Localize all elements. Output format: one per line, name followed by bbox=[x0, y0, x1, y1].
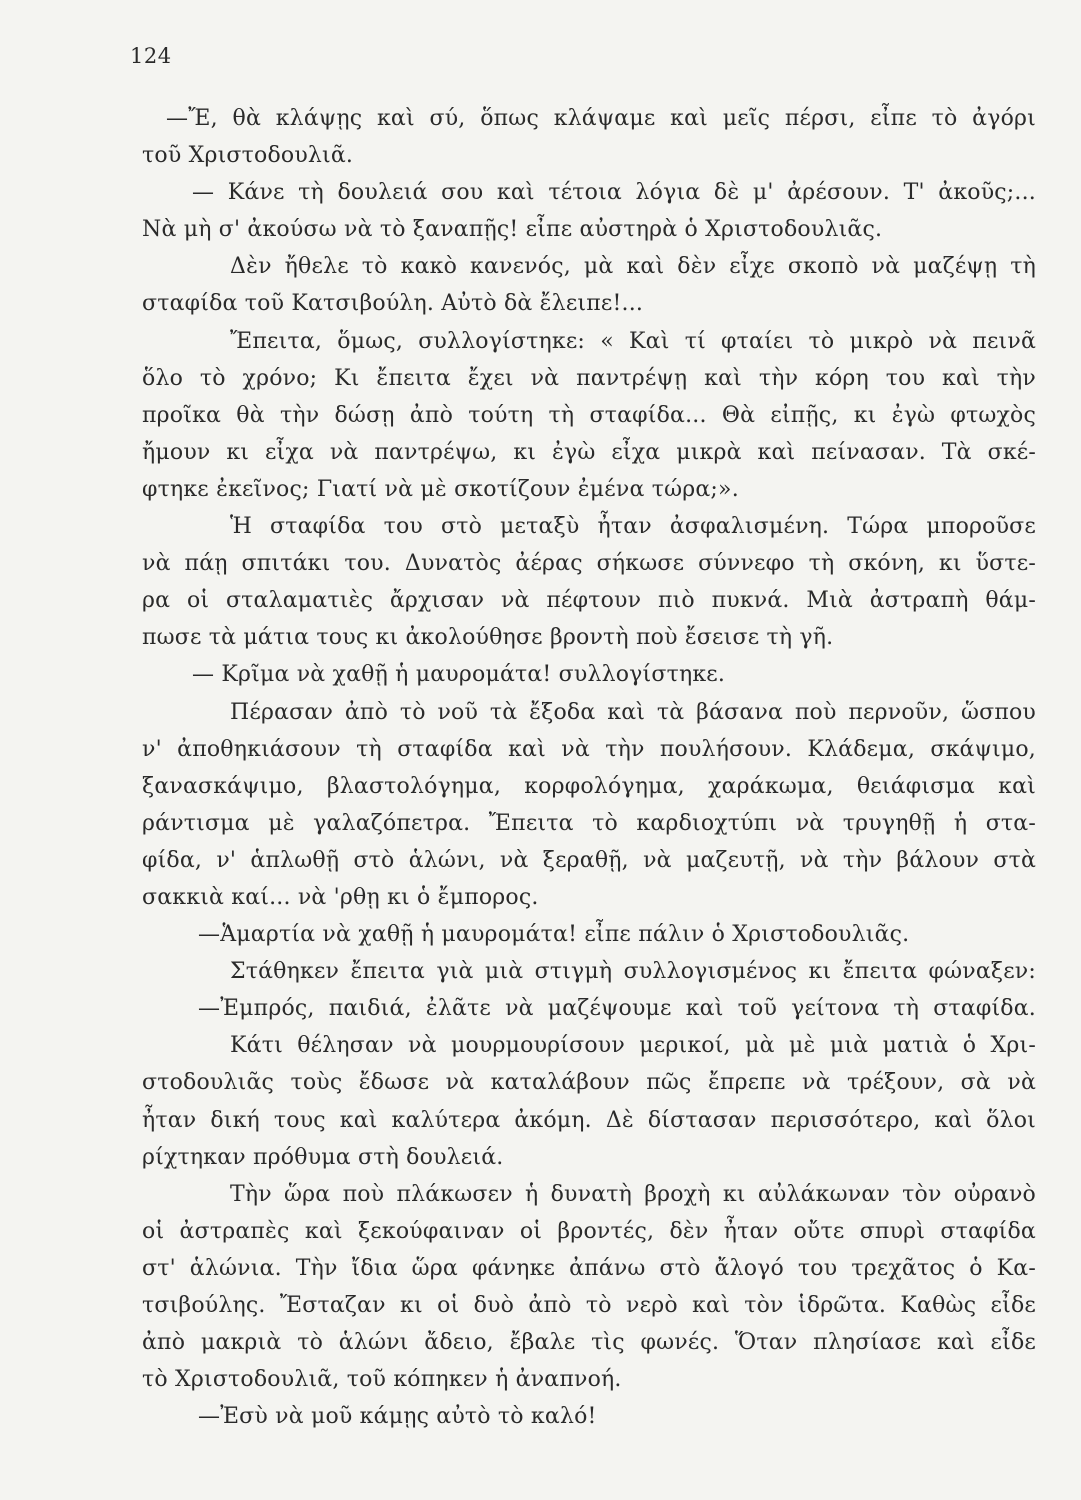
body-text bbox=[142, 100, 1036, 1435]
text-line: ρα οἱ σταλαματιὲς ἄρχισαν νὰ πέφτουν πιὸ πυκνά. Μιὰ ἀστραπὴ θάμ- bbox=[142, 588, 1036, 614]
text-line: στοδουλιᾶς τοὺς ἔδωσε νὰ καταλάβουν πῶς ἔπρεπε νὰ τρέξουν, σὰ νὰ bbox=[142, 1070, 1036, 1096]
text-line: —Ἁμαρτία νὰ χαθῇ ἡ μαυρομάτα! εἶπε πάλιν ὁ Χριστοδουλιᾶς. bbox=[198, 922, 910, 948]
text-line: τσιβούλης. Ἔσταζαν κι οἱ δυὸ ἀπὸ τὸ νερὸ καὶ τὸν ἱδρῶτα. Καθὼς εἶδε bbox=[142, 1293, 1036, 1318]
text-line: ἦταν δική τους καὶ καλύτερα ἀκόμη. Δὲ δίστασαν περισσότερο, καὶ ὅλοι bbox=[142, 1107, 1036, 1133]
text-line: — Κρῖμα νὰ χαθῇ ἡ μαυρομάτα! συλλογίστηκε. bbox=[192, 662, 726, 688]
text-line: οἱ ἀστραπὲς καὶ ξεκούφαιναν οἱ βροντές, δὲν ἦταν οὔτε σπυρὶ σταφίδα bbox=[142, 1218, 1036, 1244]
text-line: —Ἐμπρός, παιδιά, ἐλᾶτε νὰ μαζέψουμε καὶ τοῦ γείτονα τὴ σταφίδα. bbox=[198, 996, 1036, 1022]
text-line: σταφίδα τοῦ Κατσιβούλη. Αὐτὸ δὰ ἔλειπε!... bbox=[142, 291, 644, 317]
text-line: ν' ἀποθηκιάσουν τὴ σταφίδα καὶ νὰ τὴν πουλήσουν. Κλάδεμα, σκάψιμο, bbox=[142, 736, 1036, 762]
text-line: πωσε τὰ μάτια τους κι ἀκολούθησε βροντὴ ποὺ ἔσεισε τὴ γῆ. bbox=[142, 625, 834, 651]
text-line: Ἡ σταφίδα του στὸ μεταξὺ ἦταν ἀσφαλισμένη. Τώρα μποροῦσε bbox=[230, 514, 1036, 540]
text-line: Τὴν ὥρα ποὺ πλάκωσεν ἡ δυνατὴ βροχὴ κι αὐλάκωναν τὸν οὐρανὸ bbox=[230, 1181, 1036, 1207]
text-line: ἤμουν κι εἶχα νὰ παντρέψω, κι ἐγὼ εἶχα μικρὰ καὶ πείνασαν. Τὰ σκέ- bbox=[142, 439, 1036, 465]
text-line: — Κάνε τὴ δουλειά σου καὶ τέτοια λόγια δὲ μ' ἀρέσουν. Τ' ἀκοῦς;... bbox=[192, 180, 1036, 206]
text-line: —Ἐσὺ νὰ μοῦ κάμῃς αὐτὸ τὸ καλό! bbox=[198, 1404, 597, 1430]
text-line: Στάθηκεν ἔπειτα γιὰ μιὰ στιγμὴ συλλογισμένος κι ἔπειτα φώναξεν: bbox=[230, 959, 1036, 985]
text-line: τὸ Χριστοδουλιᾶ, τοῦ κόπηκεν ἡ ἀναπνοή. bbox=[142, 1367, 622, 1393]
text-line: ρίχτηκαν πρόθυμα στὴ δουλειά. bbox=[142, 1144, 504, 1170]
text-line: τοῦ Χριστοδουλιᾶ. bbox=[142, 143, 354, 169]
text-line: ὅλο τὸ χρόνο; Κι ἔπειτα ἔχει νὰ παντρέψῃ καὶ τὴν κόρη του καὶ τὴν bbox=[142, 365, 1036, 391]
text-line: σακκιὰ καί... νὰ 'ρθῃ κι ὁ ἔμπορος. bbox=[142, 884, 539, 910]
text-line: —Ἔ, θὰ κλάψῃς καὶ σύ, ὅπως κλάψαμε καὶ μεῖς πέρσι, εἶπε τὸ ἀγόρι bbox=[166, 106, 1036, 131]
text-line: Νὰ μὴ σ' ἀκούσω νὰ τὸ ξαναπῇς! εἶπε αὐστηρὰ ὁ Χριστοδουλιᾶς. bbox=[142, 217, 883, 243]
text-line: ράντισμα μὲ γαλαζόπετρα. Ἔπειτα τὸ καρδιοχτύπι νὰ τρυγηθῇ ἡ στα- bbox=[142, 810, 1036, 836]
text-line: ξανασκάψιμο, βλαστολόγημα, κορφολόγημα, χαράκωμα, θειάφισμα καὶ bbox=[142, 773, 1036, 799]
text-line: Πέρασαν ἀπὸ τὸ νοῦ τὰ ἔξοδα καὶ τὰ βάσανα ποὺ περνοῦν, ὥσπου bbox=[230, 699, 1036, 725]
text-line: ἀπὸ μακριὰ τὸ ἁλώνι ἄδειο, ἔβαλε τὶς φωνές. Ὅταν πλησίασε καὶ εἶδε bbox=[142, 1330, 1036, 1356]
text-line: Ἔπειτα, ὅμως, συλλογίστηκε: « Καὶ τί φταίει τὸ μικρὸ νὰ πεινᾶ bbox=[230, 328, 1036, 354]
text-line: Δὲν ἤθελε τὸ κακὸ κανενός, μὰ καὶ δὲν εἶχε σκοπὸ νὰ μαζέψῃ τὴ bbox=[230, 254, 1036, 280]
text-line: φτηκε ἐκεῖνος; Γιατί νὰ μὲ σκοτίζουν ἐμένα τώρα;». bbox=[142, 476, 739, 502]
text-line: νὰ πάῃ σπιτάκι του. Δυνατὸς ἀέρας σήκωσε σύννεφο τὴ σκόνη, κι ὕστε- bbox=[142, 551, 1036, 577]
text-line: φίδα, ν' ἁπλωθῇ στὸ ἁλώνι, νὰ ξεραθῇ, νὰ μαζευτῇ, νὰ τὴν βάλουν στὰ bbox=[142, 847, 1036, 873]
text-line: προῖκα θὰ τὴν δώσῃ ἀπὸ τούτη τὴ σταφίδα... Θὰ εἰπῇς, κι ἐγὼ φτωχὸς bbox=[142, 402, 1036, 428]
text-line: Κάτι θέλησαν νὰ μουρμουρίσουν μερικοί, μὰ μὲ μιὰ ματιὰ ὁ Χρι- bbox=[230, 1033, 1036, 1059]
text-line: στ' ἁλώνια. Τὴν ἴδια ὥρα φάνηκε ἀπάνω στὸ ἄλογό του τρεχᾶτος ὁ Κα- bbox=[142, 1255, 1036, 1281]
page-number: 124 bbox=[130, 44, 172, 68]
